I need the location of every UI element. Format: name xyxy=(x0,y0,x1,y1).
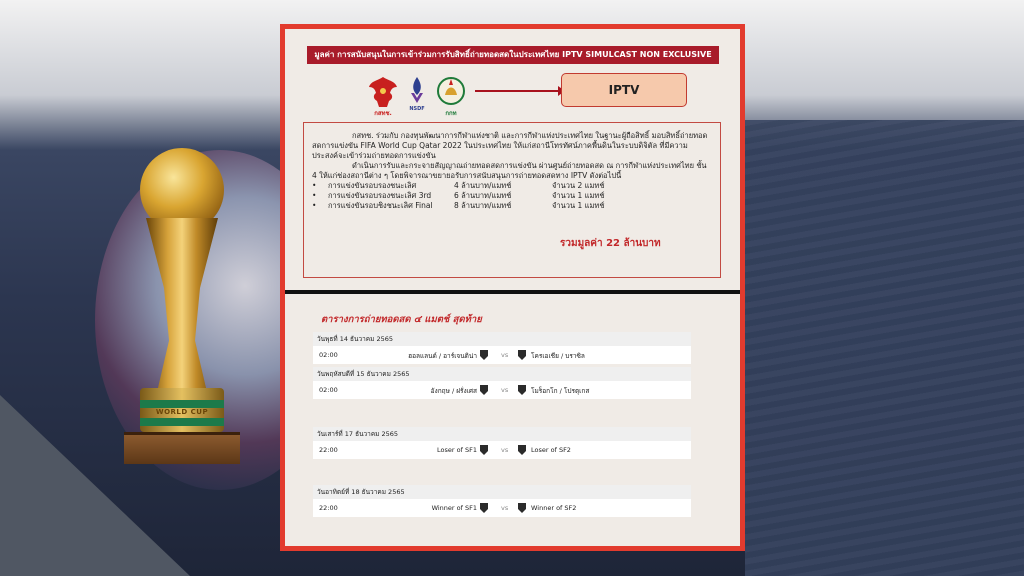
team-shield-icon xyxy=(480,503,488,513)
background-stadium xyxy=(745,120,1024,576)
fee-item-price: 8 ล้านบาท/แมทช์ xyxy=(454,201,512,210)
schedule-day xyxy=(313,367,691,399)
garuda-logo-icon xyxy=(367,75,399,117)
document-title-banner: มูลค่า การสนับสนุนในการเข้าร่วมการรับสิทธิ์ถ่ายทอดสดในประเทศไทย IPTV SIMULCAST NON EXCLUSIVE xyxy=(307,46,719,64)
fee-item-price: 4 ล้านบาท/แมทช์ xyxy=(454,181,512,190)
info-paragraph-1: กสทช. ร่วมกับ กองทุนพัฒนาการกีฬาแห่งชาติ และการกีฬาแห่งประเทศไทย ในฐานะผู้ถือสิทธิ์ มอบสิทธิ์ถ่ายทอดสดการแข่งขัน FIFA World Cup Qatar 2022 ในประเทศไทย ให้แก่สถานีโทรทัศน์ภาคพื้นดินในระบบดิจิตัล ที่มีความประสงค์จะเข้าร่วมถ่ายทอดการแข่งขัน xyxy=(312,131,708,160)
fee-item-count: จำนวน 2 แมทช์ xyxy=(552,181,605,190)
fee-list xyxy=(312,181,712,211)
fee-item-count: จำนวน 1 แมทช์ xyxy=(552,191,605,200)
nsdf-logo-text: NSDF xyxy=(409,106,425,112)
match-away-team: โมร็อกโก / โปรตุเกส xyxy=(531,387,590,395)
trophy-ring-bottom xyxy=(140,418,224,426)
match-row xyxy=(313,499,691,517)
world-cup-trophy-image xyxy=(118,148,248,468)
match-vs: vs xyxy=(501,351,509,359)
match-away-team: Loser of SF2 xyxy=(531,446,571,454)
trophy-label: WORLD CUP xyxy=(155,408,209,416)
sat-logo-icon xyxy=(435,75,467,117)
schedule-day xyxy=(313,427,691,459)
match-vs: vs xyxy=(501,446,509,454)
schedule-date: วันอาทิตย์ที่ 18 ธันวาคม 2565 xyxy=(313,485,691,499)
iptv-box: IPTV xyxy=(561,73,687,107)
team-shield-icon xyxy=(518,385,526,395)
bullet: • xyxy=(312,191,317,200)
match-time: 22:00 xyxy=(319,446,338,454)
fee-item xyxy=(312,191,712,201)
match-time: 02:00 xyxy=(319,351,338,359)
document-panel xyxy=(280,24,745,551)
match-away-team: Winner of SF2 xyxy=(531,504,577,512)
team-shield-icon xyxy=(480,445,488,455)
total-value: รวมมูลค่า 22 ล้านบาท xyxy=(560,238,661,249)
trophy-body xyxy=(146,218,218,393)
match-row xyxy=(313,381,691,399)
match-home-team: Winner of SF1 xyxy=(431,504,477,512)
trophy-stand xyxy=(124,432,240,464)
team-shield-icon xyxy=(518,503,526,513)
trophy-ring-top xyxy=(140,400,224,408)
fee-item-name: การแข่งขันรอบรองชนะเลิศ xyxy=(328,181,417,190)
arrow-right-icon xyxy=(475,90,563,92)
team-shield-icon xyxy=(518,350,526,360)
match-away-team: โครเอเชีย / บราซิล xyxy=(531,352,585,360)
bullet: • xyxy=(312,181,317,190)
fee-item-name: การแข่งขันรอบรองชนะเลิศ 3rd xyxy=(328,191,432,200)
schedule-day xyxy=(313,485,691,517)
schedule-day xyxy=(313,332,691,364)
team-shield-icon xyxy=(480,350,488,360)
schedule-title: ตารางการถ่ายทอดสด ๔ แมตช์ สุดท้าย xyxy=(321,314,482,325)
match-home-team: ฮอลแลนด์ / อาร์เจนติน่า xyxy=(408,352,477,360)
info-paragraph-2: ดำเนินการรับและกระจายสัญญาณถ่ายทอดสดการแข่งขัน ผ่านศูนย์ถ่ายทอดสด ณ การกีฬาแห่งประเทศไทย ชั้น 4 ให้แก่ช่องสถานีต่าง ๆ โดยพิจารณาขยายอรับการสนับสนุนการถ่ายทอดสดทาง IPTV ดังต่อไปนี้ xyxy=(312,161,707,180)
match-row xyxy=(313,346,691,364)
schedule-date: วันพุธที่ 14 ธันวาคม 2565 xyxy=(313,332,691,346)
fee-item xyxy=(312,201,712,211)
match-home-team: Loser of SF1 xyxy=(437,446,477,454)
match-vs: vs xyxy=(501,504,509,512)
nsdf-logo-icon xyxy=(405,75,429,115)
match-vs: vs xyxy=(501,386,509,394)
schedule-date: วันเสาร์ที่ 17 ธันวาคม 2565 xyxy=(313,427,691,441)
sat-logo-text: กกท xyxy=(445,110,457,117)
team-shield-icon xyxy=(480,385,488,395)
section-divider xyxy=(285,290,740,294)
schedule-date: วันพฤหัสบดีที่ 15 ธันวาคม 2565 xyxy=(313,367,691,381)
bullet: • xyxy=(312,201,317,210)
garuda-logo-text: กสทช. xyxy=(374,110,392,117)
fee-item-count: จำนวน 1 แมทช์ xyxy=(552,201,605,210)
match-home-team: อังกฤษ / ฝรั่งเศส xyxy=(430,387,477,395)
info-box xyxy=(303,122,721,278)
team-shield-icon xyxy=(518,445,526,455)
match-time: 02:00 xyxy=(319,386,338,394)
fee-item-name: การแข่งขันรอบชิงชนะเลิศ Final xyxy=(328,201,433,210)
match-row xyxy=(313,441,691,459)
fee-item xyxy=(312,181,712,191)
match-time: 22:00 xyxy=(319,504,338,512)
fee-item-price: 6 ล้านบาท/แมทช์ xyxy=(454,191,512,200)
